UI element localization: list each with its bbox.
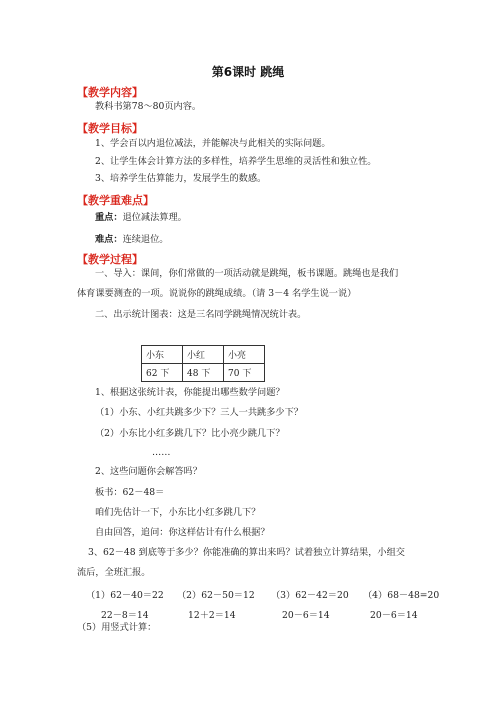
question-3-line-1: 3、62－48 到底等于多少？你能准确的算出来吗？试着独立计算结果，小组交: [88, 547, 405, 558]
section-heading-goals: 【教学目标】: [77, 122, 143, 135]
table-cell: 小亮: [224, 346, 265, 364]
table-cell: 小红: [183, 346, 224, 364]
intro-line-2: 体育课要测查的一项。说说你的跳绳成绩。（请 3－4 名学生说一说）: [77, 288, 357, 299]
table-row: [142, 364, 265, 382]
table-header-row: [142, 346, 265, 364]
section-heading-process: 【教学过程】: [77, 253, 143, 266]
board-text: 板书：62－48＝: [95, 487, 165, 498]
key-label: 重点：: [95, 212, 123, 223]
calc-method: 22－8＝14: [101, 610, 149, 621]
difficult-point-line: [95, 234, 169, 246]
ellipsis: ……: [152, 447, 171, 458]
table-cell: 小东: [142, 346, 183, 364]
question-1a: （1）小东、小红共跳多少下？三人一共跳多少下？: [95, 407, 303, 418]
question-2: 2、这些问题你会解答吗？: [95, 466, 202, 477]
calc-method: 20－6＝14: [282, 610, 330, 621]
answer-text: 自由回答，追问：你这样估计有什么根据？: [95, 527, 270, 538]
stats-table: [141, 345, 265, 382]
calc-method: （1）62－40＝22: [86, 590, 164, 601]
difficult-label: 难点：: [95, 234, 123, 245]
calc-method: （2）62－50＝12: [177, 590, 255, 601]
goal-item: 2、让学生体会计算方法的多样性，培养学生思维的灵活性和独立性。: [95, 156, 377, 167]
key-text: 退位减法算理。: [122, 212, 187, 223]
calc-method: （3）62－42＝20: [271, 590, 349, 601]
calc-method: 12＋2＝14: [188, 610, 236, 621]
intro-line-1: 一、导入：课间，你们常做的一项活动就是跳绳，板书课题。跳绳也是我们: [95, 268, 399, 279]
content-text: 教科书第78～80页内容。: [95, 101, 202, 112]
question-1: 1、根据这张统计表，你能提出哪些数学问题？: [95, 387, 285, 398]
difficult-text: 连续退位。: [122, 234, 169, 245]
table-cell: 62 下: [142, 364, 183, 382]
goal-item: 1、学会百以内退位减法，并能解决与此相关的实际问题。: [95, 138, 331, 149]
calc-method: （4）68－48=20: [363, 590, 440, 601]
estimate-text: 咱们先估计一下，小东比小红多跳几下？: [95, 507, 261, 518]
question-3-line-2: 流后，全班汇报。: [77, 567, 151, 578]
table-cell: 48 下: [183, 364, 224, 382]
section-heading-content: 【教学内容】: [77, 86, 143, 99]
step-2-line: 二、出示统计图表：这是三名同学跳绳情况统计表。: [95, 309, 307, 320]
table-cell: 70 下: [224, 364, 265, 382]
page-title: 第6课时 跳绳: [211, 65, 285, 79]
question-1b: （2）小东比小红多跳几下？比小亮少跳几下？: [95, 428, 285, 439]
section-heading-key-points: 【教学重难点】: [77, 194, 154, 207]
goal-item: 3、培养学生估算能力，发展学生的数感。: [95, 173, 267, 184]
vertical-calc-text: （5）用竖式计算：: [77, 622, 157, 633]
calc-method: 20－6＝14: [370, 610, 418, 621]
key-point-line: [95, 212, 187, 224]
